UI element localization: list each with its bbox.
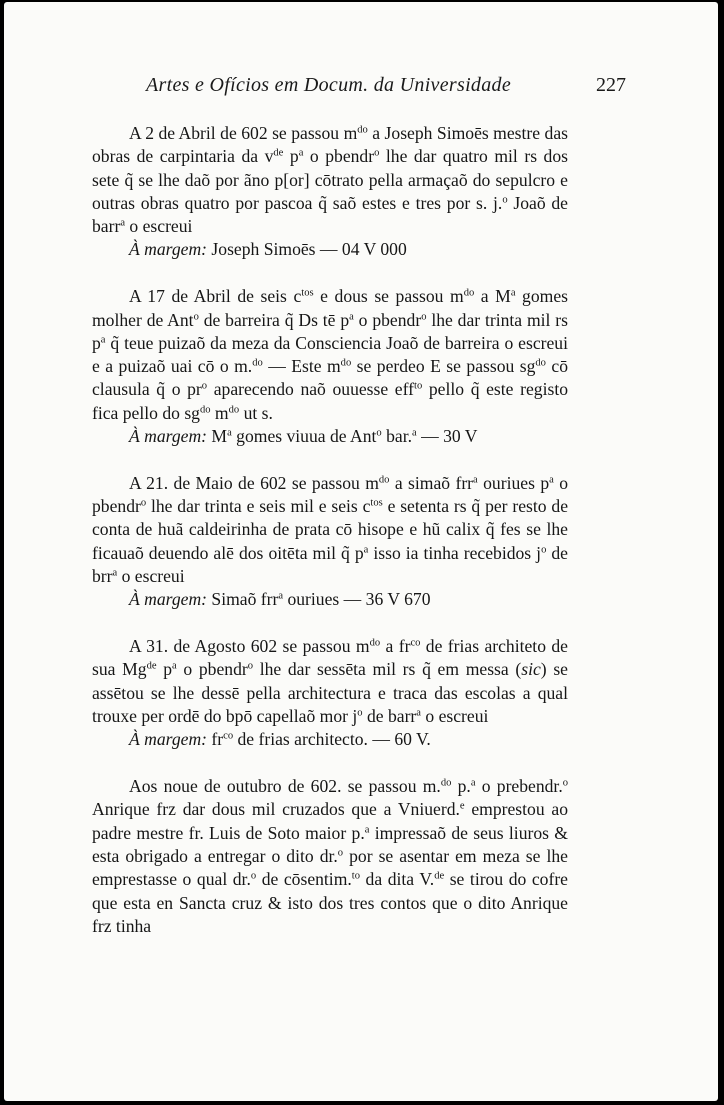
margin-label: À margem: [129, 426, 208, 447]
entry-text: A 21. de Maio de 602 se passou $m^{do}$ a simaõ frr$^a$ ouriues $p^a$ o pbendr$^o$ lhe dar trinta e seis mil e seis $c^{tos}$ e setenta rs q̃ per resto de conta de huã caldeirinha de prata cō hisope e hũ calix q̃ fes se lhe ficauaõ deuendo alē dos oitēta mil q̃ $p^a$ isso ia tinha recebidos $j^o$ de brr$^a$ o escreui [92, 472, 569, 587]
entry-text: A 17 de Abril de seis $c^{tos}$ e dous se passou $m^{do}$ a $M^a$ gomes molher de Ant$^o$ de barreira q̃ Ds tē $p^a$ o pbendr$^o$ lhe dar trinta mil rs $p^a$ q̃ teue puizaõ da meza da Consciencia Joaõ de barreira o escreui e a puizaõ uai cō o m.$^{do}$ — Este $m^{do}$ se perdeo E se passou $sg^{do}$ cō clausula q̃ o $pr^o$ aparecendo naõ ouuesse eff$^{to}$ pello q̃ este registo fica pello do $sg^{do}$ $m^{do}$ ut s. [92, 286, 569, 423]
margin-note [92, 588, 568, 611]
margin-note [92, 238, 568, 261]
page-number: 227 [596, 74, 626, 96]
entry-text: Aos noue de outubro de 602. se passou m.$^{do}$ p.$^a$ o prebendr.$^o$ Anrique frz dar dous mil cruzados que a Vniuerd.$^e$ emprestou ao padre mestre fr. Luis de Soto maior p.$^a$ impressaõ de seus liuros & esta obrigado a entregar o dito dr.$^o$ por se asentar em meza se lhe emprestasse o qual dr.$^o$ de cōsentim.$^{to}$ da dita V.$^{de}$ se tirou do cofre que esta en Sancta cruz & isto dos tres contos que o dito Anrique frz tinha [92, 776, 569, 936]
record-entry [92, 122, 568, 262]
record-entry [92, 472, 568, 612]
margin-label: À margem: [129, 729, 208, 750]
record-entry [92, 775, 568, 938]
running-title: Artes e Ofícios em Docum. da Universidade [146, 74, 512, 96]
margin-note [92, 728, 568, 751]
entry-text: A 31. de Agosto 602 se passou $m^{do}$ a $fr^{co}$ de frias architeto de sua $Mg^{de}$ $p^a$ o pbendr$^o$ lhe dar sessēta mil rs q̃ em messa (sic) se assētou se lhe dessē pella architectura e traca das escolas a qual trouxe per ordē do bpō capellaõ mor $j^o$ de barr$^a$ o escreui [92, 636, 568, 727]
entry-text: A 2 de Abril de 602 se passou $m^{do}$ a Joseph Simoēs mestre das obras de carpintaria da $v^{de}$ $p^a$ o pbendr$^o$ lhe dar quatro mil rs dos sete q̃ se lhe daõ por ãno p[or] cōtrato pella armaçaõ do sepulcro e outras obras quatro por pascoa q̃ saõ estes e tres por s. j.$^o$ Joaõ de barr$^a$ o escreui [92, 123, 568, 237]
margin-label: À margem: [129, 239, 208, 260]
margin-text: Joseph Simoēs — 04 V 000 [211, 239, 407, 260]
margin-note [92, 425, 568, 448]
record-entry [92, 635, 568, 751]
margin-text: $fr^{co}$ de frias architecto. — 60 V. [211, 729, 431, 750]
record-entry [92, 285, 568, 448]
running-header [120, 74, 626, 104]
body-text [92, 122, 568, 962]
margin-text: $M^a$ gomes viuua de Ant$^o$ bar.$^a$ — 30 V [211, 426, 478, 447]
document-page [4, 2, 718, 1101]
margin-label: À margem: [129, 589, 208, 610]
margin-text: Simaõ frr$^a$ ouriues — 36 V 670 [211, 589, 431, 610]
